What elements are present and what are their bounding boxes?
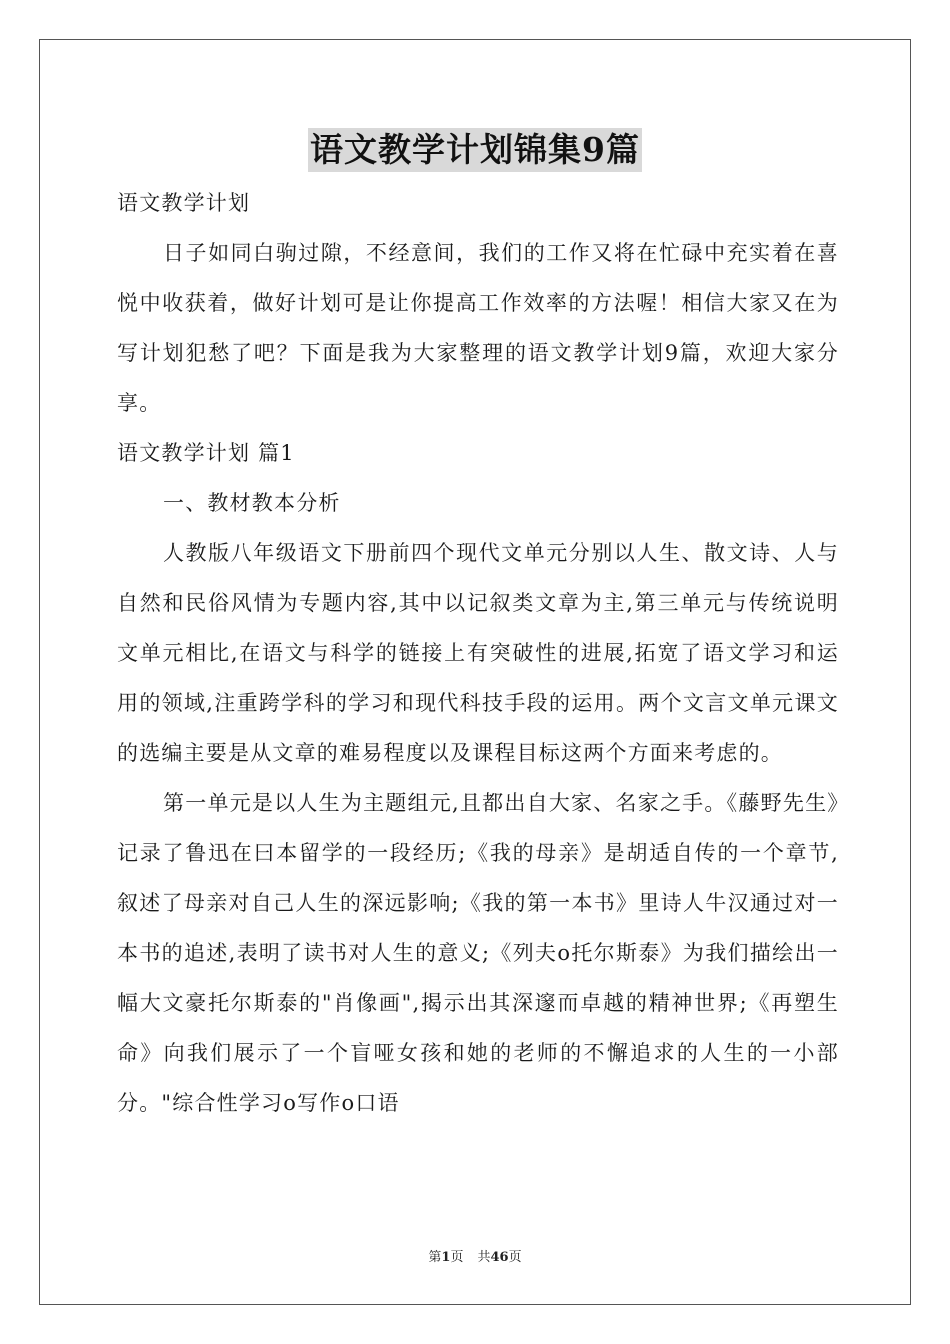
footer-current-page: 1 xyxy=(441,1250,451,1265)
body-paragraph-2: 第一单元是以人生为主题组元,且都出自大家、名家之手。《藤野先生》记录了鲁迅在曰本留学的一段经历;《我的母亲》是胡适自传的一个章节,叙述了母亲对自己人生的深远影响;《我的第一本书》里诗人牛汉通过对一本书的追述,表明了读书对人生的意义;《列夫o托尔斯泰》为我们描绘出一幅大文豪托尔斯泰的"肖像画",揭示出其深邃而卓越的精神世界;《再塑生命》向我们展示了一个盲哑女孩和她的老师的不懈追求的人生的一小部分。"综合性学习o写作o口语 xyxy=(117,791,839,1115)
page-footer xyxy=(0,1246,950,1265)
footer-page-prefix: 第 xyxy=(428,1250,442,1265)
section-heading: 语文教学计划 xyxy=(117,191,251,215)
footer-total-suffix: 页 xyxy=(508,1250,522,1265)
body-paragraph-1: 人教版八年级语文下册前四个现代文单元分别以人生、散文诗、人与自然和民俗风情为专题内容,其中以记叙类文章为主,第三单元与传统说明文单元相比,在语文与科学的链接上有突破性的进展,拓宽了语文学习和运用的领域,注重跨学科的学习和现代科技手段的运用。两个文言文单元课文的选编主要是从文章的难易程度以及课程目标这两个方面来考虑的。 xyxy=(117,541,839,765)
document-title: 语文教学计划锦集9篇 xyxy=(308,128,642,172)
sub-heading: 一、教材教本分析 xyxy=(163,491,341,515)
document-body xyxy=(117,178,839,1128)
footer-page-suffix: 页 xyxy=(450,1250,464,1265)
footer-total-pages: 46 xyxy=(490,1250,509,1265)
footer-total-prefix: 共 xyxy=(477,1250,491,1265)
part-heading: 语文教学计划 篇1 xyxy=(117,441,295,465)
title-container xyxy=(0,128,950,172)
intro-paragraph: 日子如同白驹过隙，不经意间，我们的工作又将在忙碌中充实着在喜悦中收获着，做好计划可是让你提高工作效率的方法喔！相信大家又在为写计划犯愁了吧？下面是我为大家整理的语文教学计划9篇，欢迎大家分享。 xyxy=(117,241,839,415)
